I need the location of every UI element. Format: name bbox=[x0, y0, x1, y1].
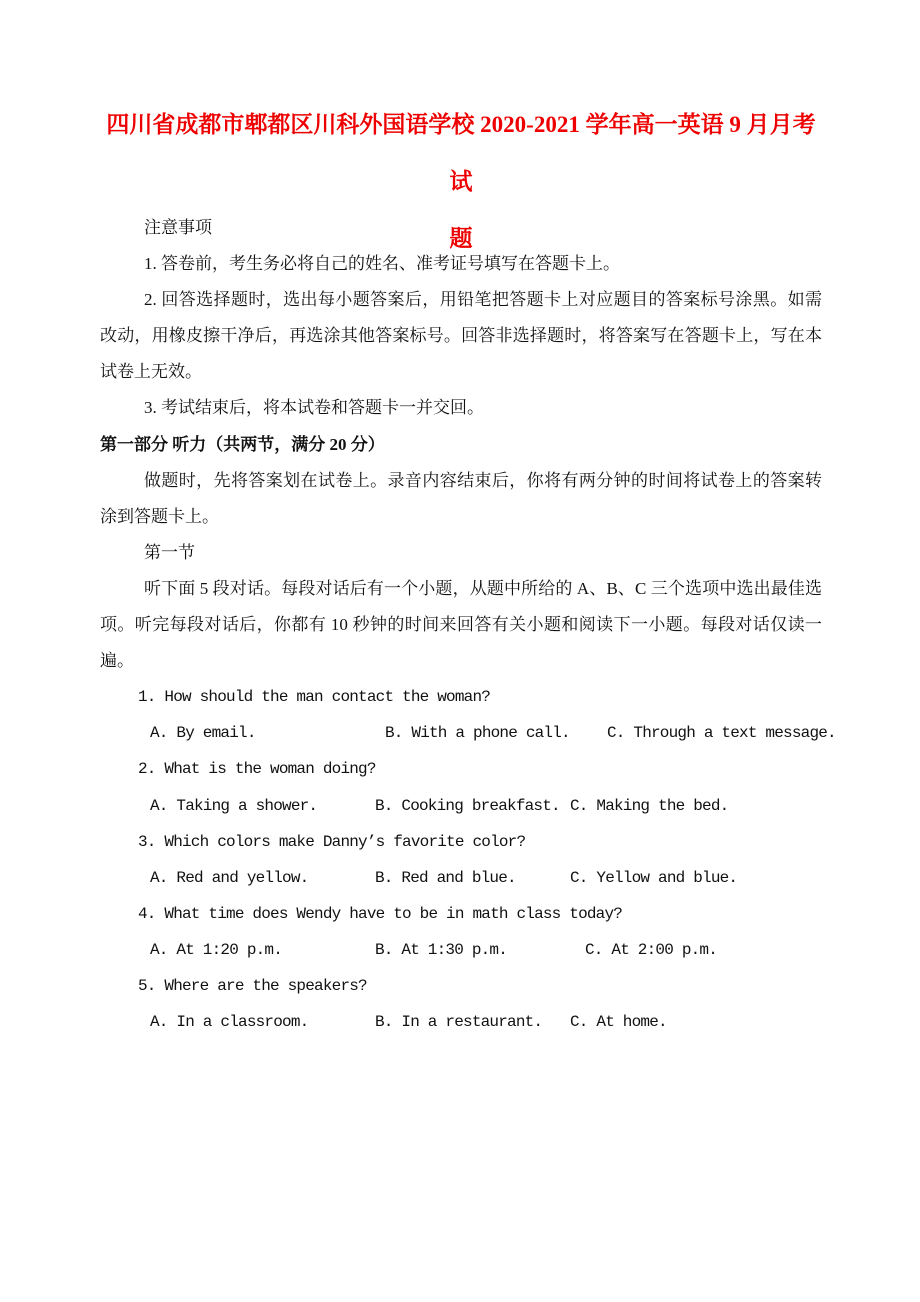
question-3-line bbox=[100, 824, 822, 860]
question-2-option-a bbox=[150, 788, 317, 824]
option-text: At 1:20 p.m. bbox=[176, 940, 283, 959]
question-2 bbox=[100, 751, 822, 823]
option-text: Making the bed. bbox=[596, 796, 729, 815]
question-3 bbox=[100, 824, 822, 896]
question-5-options bbox=[100, 1004, 822, 1040]
option-text: At 1:30 p.m. bbox=[401, 940, 508, 959]
question-3-options bbox=[100, 860, 822, 896]
question-2-option-c bbox=[570, 788, 728, 824]
option-label: A. bbox=[150, 1013, 168, 1032]
notice-item-1: 1. 答卷前，考生务必将自己的姓名、准考证号填写在答题卡上。 bbox=[144, 254, 620, 274]
option-text: Through a text message. bbox=[633, 724, 836, 743]
option-label: C. bbox=[570, 796, 588, 815]
option-label: C. bbox=[570, 1013, 588, 1032]
option-label: C. bbox=[585, 940, 603, 959]
question-2-number: 2. bbox=[138, 760, 156, 779]
option-label: A. bbox=[150, 868, 168, 887]
question-3-stem: Which colors make Danny’s favorite color? bbox=[164, 832, 526, 851]
part1-heading: 第一部分 听力（共两节，满分 20 分） bbox=[100, 434, 385, 454]
option-label: B. bbox=[385, 724, 403, 743]
section1-instructions: 听下面 5 段对话。每段对话后有一个小题，从题中所给的 A、B、C 三个选项中选出最佳选项。听完每段对话后，你都有 10 秒钟的时间来回答有关小题和阅读下一小题。每段对话仅读一遍。 bbox=[100, 578, 822, 671]
question-1-stem: How should the man contact the woman? bbox=[164, 688, 491, 707]
option-label: B. bbox=[375, 940, 393, 959]
exam-body bbox=[100, 210, 836, 1040]
question-5-option-a bbox=[150, 1004, 308, 1040]
question-2-line bbox=[100, 751, 822, 787]
option-label: C. bbox=[570, 868, 588, 887]
option-label: C. bbox=[607, 724, 625, 743]
question-5-stem: Where are the speakers? bbox=[164, 976, 367, 995]
option-text: In a classroom. bbox=[176, 1013, 309, 1032]
question-4-option-a bbox=[150, 932, 282, 968]
question-4-number: 4. bbox=[138, 904, 156, 923]
question-1 bbox=[100, 679, 836, 751]
option-text: At 2:00 p.m. bbox=[611, 940, 718, 959]
question-1-option-c bbox=[607, 715, 836, 751]
question-3-option-b bbox=[375, 860, 516, 896]
question-5-number: 5. bbox=[138, 976, 156, 995]
question-1-option-a bbox=[150, 715, 256, 751]
option-label: B. bbox=[375, 796, 393, 815]
exam-title-line-2: 题 bbox=[449, 226, 473, 251]
question-4-line bbox=[100, 896, 822, 932]
section1-heading: 第一节 bbox=[144, 542, 195, 562]
question-2-options bbox=[100, 788, 822, 824]
notice-item-2: 2. 回答选择题时，选出每小题答案后，用铅笔把答题卡上对应题目的答案标号涂黑。如需改动，用橡皮擦干净后，再选涂其他答案标号。回答非选择题时，将答案写在答题卡上，写在本试卷上无效。 bbox=[100, 290, 822, 382]
question-1-options bbox=[100, 715, 836, 751]
option-text: With a phone call. bbox=[411, 724, 570, 743]
option-text: Yellow and blue. bbox=[596, 868, 738, 887]
option-label: A. bbox=[150, 940, 168, 959]
exam-title-line-1: 四川省成都市郫都区川科外国语学校 2020-2021 学年高一英语 9 月月考试 bbox=[106, 112, 816, 194]
question-4-option-b bbox=[375, 932, 507, 968]
option-text: Red and yellow. bbox=[176, 868, 309, 887]
question-4-stem: What time does Wendy have to be in math class today? bbox=[164, 904, 623, 923]
option-text: By email. bbox=[176, 724, 256, 743]
question-4-option-c bbox=[585, 932, 717, 968]
question-4 bbox=[100, 896, 822, 968]
question-3-option-a bbox=[150, 860, 308, 896]
question-1-number: 1. bbox=[138, 688, 156, 707]
question-5-option-c bbox=[570, 1004, 667, 1040]
notice-item-3: 3. 考试结束后，将本试卷和答题卡一并交回。 bbox=[144, 398, 484, 418]
notice-heading: 注意事项 bbox=[144, 218, 212, 237]
option-label: A. bbox=[150, 724, 168, 743]
question-1-option-b bbox=[385, 715, 570, 751]
question-1-line bbox=[100, 679, 822, 715]
option-text: In a restaurant. bbox=[401, 1013, 543, 1032]
question-3-option-c bbox=[570, 860, 737, 896]
option-text: At home. bbox=[596, 1013, 667, 1032]
question-5-option-b bbox=[375, 1004, 542, 1040]
question-2-option-b bbox=[375, 788, 560, 824]
option-text: Taking a shower. bbox=[176, 796, 318, 815]
option-text: Red and blue. bbox=[401, 868, 516, 887]
question-2-stem: What is the woman doing? bbox=[164, 760, 376, 779]
option-label: B. bbox=[375, 1013, 393, 1032]
question-4-options bbox=[100, 932, 822, 968]
question-5-line bbox=[100, 968, 822, 1004]
option-label: B. bbox=[375, 868, 393, 887]
question-5 bbox=[100, 968, 822, 1040]
question-3-number: 3. bbox=[138, 832, 156, 851]
option-label: A. bbox=[150, 796, 168, 815]
part1-instructions: 做题时，先将答案划在试卷上。录音内容结束后，你将有两分钟的时间将试卷上的答案转涂到答题卡上。 bbox=[100, 470, 822, 526]
option-text: Cooking breakfast. bbox=[401, 796, 560, 815]
